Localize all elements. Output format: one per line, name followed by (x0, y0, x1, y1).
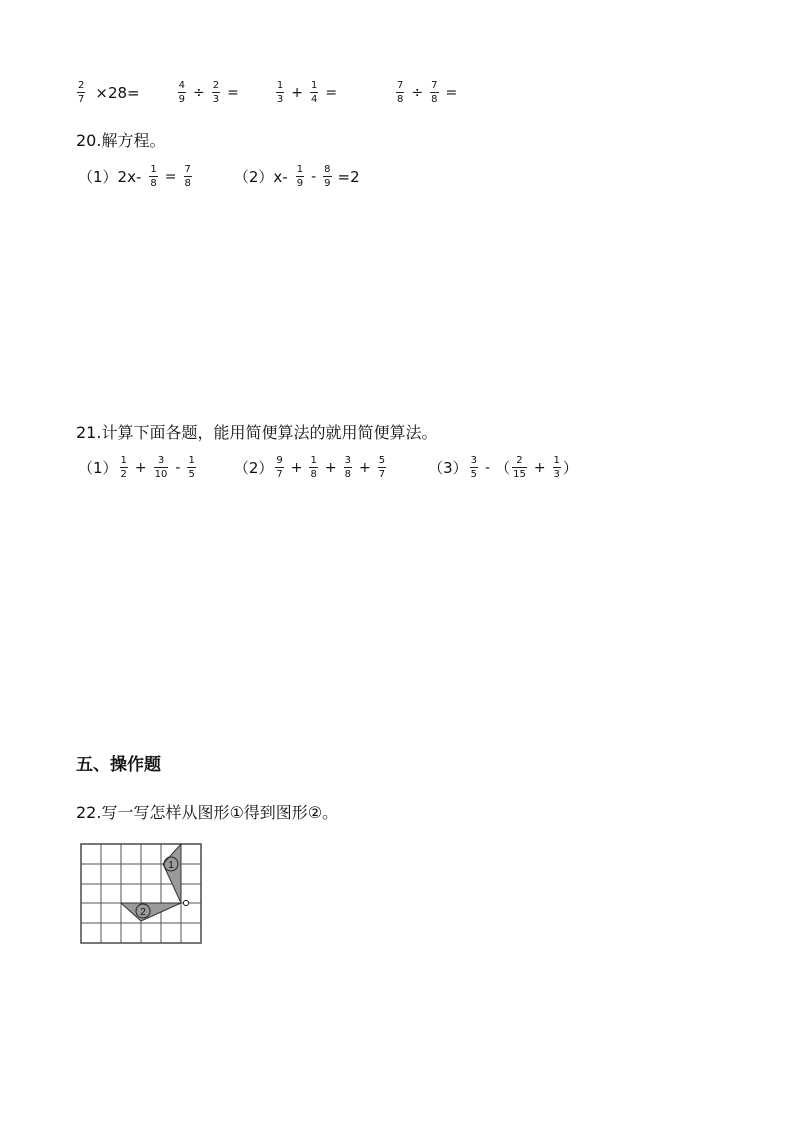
q19-row (75, 80, 462, 105)
fraction: $\frac{2}{3}$ (212, 80, 220, 105)
fraction: $\frac{3}{5}$ (470, 455, 477, 480)
grid-lines (81, 844, 201, 943)
fraction: $\frac{1}{9}$ (296, 164, 304, 189)
equals-sign: = (325, 84, 338, 101)
operator: + (324, 459, 337, 476)
numerator: 2 (78, 80, 85, 91)
equals-sign: = (227, 84, 239, 101)
fraction: $\frac{3}{8}$ (344, 455, 351, 480)
item-label: （1） (78, 168, 118, 186)
operator: + (134, 459, 147, 476)
fraction (77, 80, 85, 105)
section-5-title: 五、操作题 (76, 755, 161, 775)
q22-title: 22.写一写怎样从图形①得到图形②。 (76, 803, 339, 822)
operator: + (290, 459, 303, 476)
fraction: $\frac{1}{8}$ (150, 164, 157, 189)
item-label: （1） (78, 459, 118, 477)
fraction: $\frac{5}{7}$ (378, 455, 386, 480)
q21-title: 21.计算下面各题，能用简便算法的就用简便算法。 (76, 423, 438, 442)
fraction: $\frac{9}{7}$ (276, 455, 283, 480)
shape-2 (121, 903, 181, 921)
operator: - (311, 168, 317, 185)
equals-sign: = (445, 84, 458, 101)
fraction: $\frac{8}{9}$ (324, 164, 331, 189)
equals-sign: = (164, 168, 177, 185)
fraction: $\frac{1}{5}$ (188, 455, 195, 480)
operator: + (533, 459, 546, 476)
item-label: （2） (233, 168, 274, 186)
label-1: 1 (168, 860, 174, 871)
expression-text: =2 (337, 167, 360, 186)
operator: - (175, 459, 181, 476)
transformation-grid-figure (80, 843, 215, 949)
shape-1 (163, 844, 181, 903)
fraction: $\frac{3}{10}$ (154, 455, 168, 480)
fraction: $\frac{7}{8}$ (397, 80, 404, 105)
label-2: 2 (140, 907, 146, 918)
fraction: $\frac{7}{8}$ (431, 80, 438, 105)
expression-text: ×28= (95, 83, 140, 102)
operator: ÷ (192, 84, 205, 101)
fraction: $\frac{1}{3}$ (553, 455, 560, 480)
left-paren: （ (495, 459, 511, 477)
fraction: $\frac{1}{2}$ (120, 455, 127, 480)
item-label: （2） (233, 459, 274, 477)
fraction: $\frac{1}{8}$ (310, 455, 317, 480)
expression-text: x- (273, 167, 288, 186)
right-paren: ） (562, 459, 578, 477)
q20-equations (78, 164, 360, 189)
fraction: $\frac{7}{8}$ (184, 164, 191, 189)
operator: + (291, 84, 303, 101)
fraction: $\frac{1}{3}$ (276, 80, 284, 105)
expression-text: 2x- (117, 167, 142, 186)
denominator: 7 (78, 94, 85, 105)
fraction: $\frac{1}{4}$ (310, 80, 318, 105)
q20-title: 20.解方程。 (76, 131, 166, 150)
operator: - (485, 459, 491, 476)
item-label: （3） (428, 459, 468, 477)
fraction: $\frac{2}{15}$ (513, 455, 526, 480)
operator: + (358, 459, 371, 476)
rotation-center-point (183, 900, 188, 905)
grid-diagram (80, 843, 215, 945)
q21-problems (78, 455, 578, 480)
fraction: $\frac{4}{9}$ (178, 80, 185, 105)
operator: ÷ (411, 84, 424, 101)
